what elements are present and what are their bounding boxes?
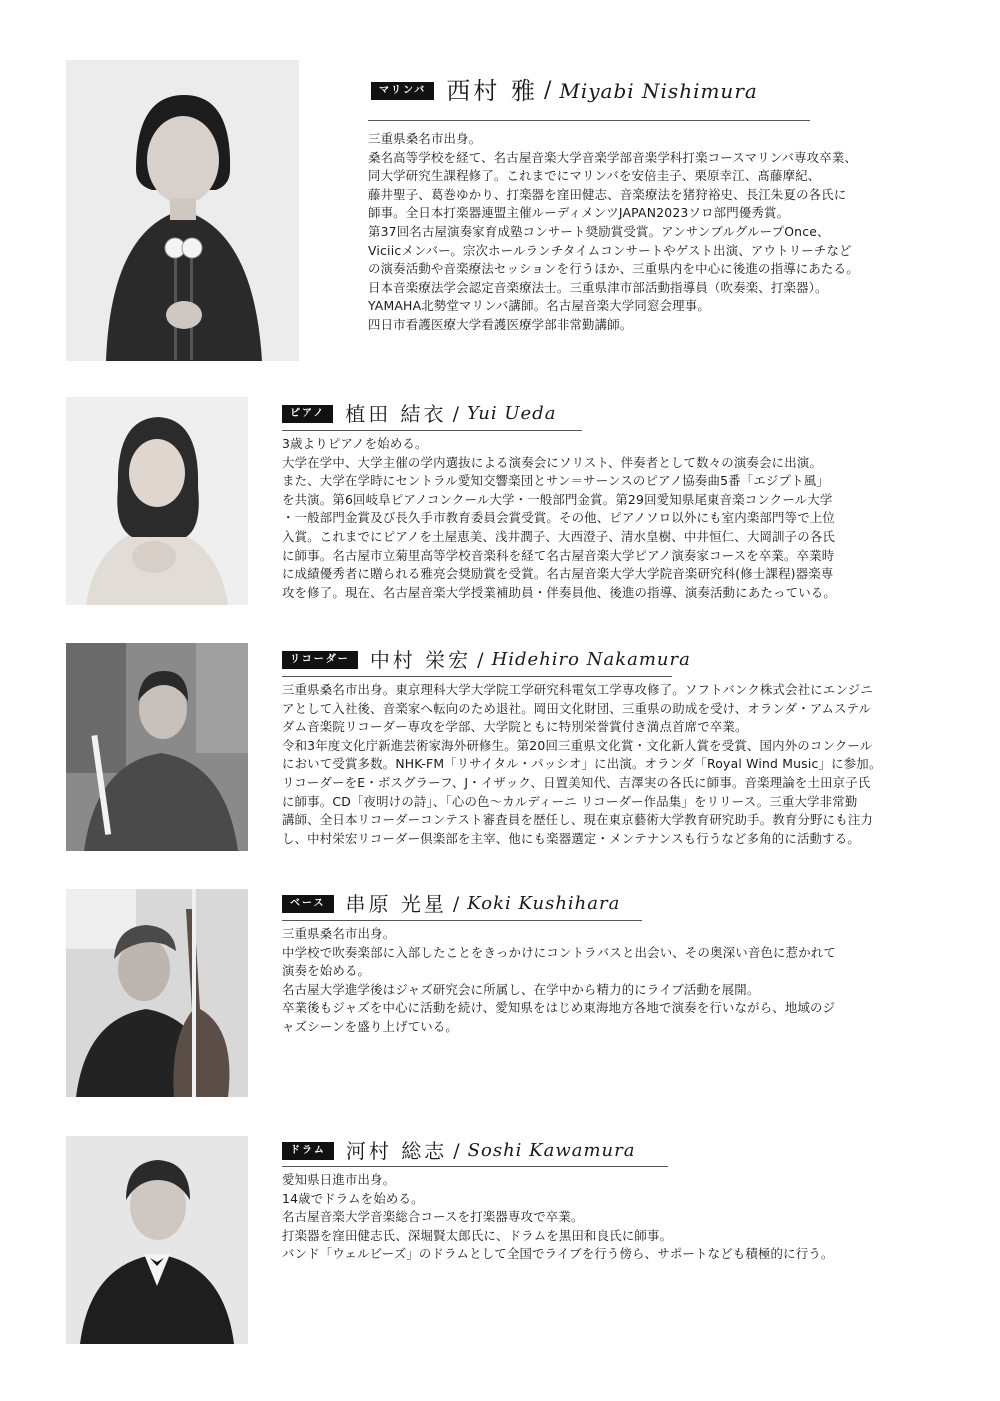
name-japanese: 植田 結衣: [345, 402, 447, 426]
biography: [368, 130, 859, 335]
bio-line: 演奏を始める。: [282, 963, 371, 979]
name-separator: /: [543, 78, 552, 103]
bio-line: Viciicメンバー。宗次ホールランチタイムコンサートやゲスト出演、アウトリーチなど: [368, 242, 852, 258]
bio-line: YAMAHA北勢堂マリンバ講師。名古屋音楽大学同窓会理事。: [368, 298, 710, 314]
bio-line: 三重県桑名市出身。東京理科大学大学院工学研究科電気工学専攻修了。ソフトバンク株式会社にエンジニ: [282, 682, 873, 697]
photo-koki-kushihara: [66, 889, 248, 1097]
instrument-tag: ベース: [282, 895, 334, 913]
name-japanese: 中村 栄宏: [369, 648, 472, 672]
bio-line: 三重県桑名市出身。: [368, 131, 482, 146]
bio-line: 3歳よりピアノを始める。: [282, 436, 428, 451]
instrument-tag: マリンバ: [371, 82, 434, 100]
bio-line: 四日市看護医療大学看護医療学部非常勤講師。: [368, 316, 633, 332]
bio-line: 同大学研究生課程修了。これまでにマリンバを安倍圭子、栗原幸江、髙藤摩紀、: [368, 168, 821, 184]
bio-line: ダム音楽院リコーダー専攻を学部、大学院ともに特別栄誉賞付き満点首席で卒業。: [282, 719, 748, 735]
name-roman: Koki Kushihara: [467, 893, 621, 914]
photo-hidehiro-nakamura: [66, 643, 248, 851]
header-rule: [282, 430, 582, 431]
header-rule: [282, 920, 642, 921]
name-separator: /: [452, 893, 460, 915]
bio-line: 大学在学中、大学主催の学内選抜による演奏会にソリスト、伴奏者として数々の演奏会に出演。: [282, 454, 823, 470]
bio-line: また、大学在学時にセントラル愛知交響楽団とサン＝サーンスのピアノ協奏曲5番「エジプト風」: [282, 473, 829, 489]
bio-line: リコーダーをE・ボスグラーフ、J・イザック、日置美知代、吉澤実の各氏に師事。音楽理論を土田京子氏: [282, 774, 871, 790]
profile-header: [282, 889, 620, 919]
bio-line: 第37回名古屋演奏家育成塾コンサート奨励賞受賞。アンサンブルグループOnce、: [368, 223, 830, 239]
bio-line: 三重県桑名市出身。: [282, 926, 396, 941]
biography: [282, 925, 836, 1037]
bio-line: に師事。CD「夜明けの詩」、「心の色～カルディーニ リコーダー作品集」をリリース。三重大学非常勤: [282, 793, 858, 809]
name-japanese: 河村 総志: [345, 1139, 448, 1163]
bio-line: の演奏活動や音楽療法セッションを行うほか、三重県内を中心に後進の指導にあたる。: [368, 261, 859, 277]
profile-header: [282, 645, 691, 675]
bio-line: 入賞。これまでにピアノを土屋恵美、浅井潤子、大西澄子、清水皇樹、中井恒仁、大岡訓子の各氏: [282, 528, 835, 544]
bio-line: 卒業後もジャズを中心に活動を続け、愛知県をはじめ東海地方各地で演奏を行いながら、地域のジ: [282, 1000, 836, 1016]
bio-line: 桑名高等学校を経て、名古屋音楽大学音楽学部音楽学科打楽コースマリンバ専攻卒業、: [368, 149, 858, 165]
profile-header: [371, 76, 758, 106]
photo-yui-ueda: [66, 397, 248, 605]
instrument-tag: ピアノ: [282, 405, 333, 423]
bio-line: 名古屋音楽大学音楽総合コースを打楽器専攻で卒業。: [282, 1209, 584, 1225]
bio-line: 日本音楽療法学会認定音楽療法士。三重県津市部活動指導員（吹奏楽、打楽器）。: [368, 279, 828, 295]
header-rule: [368, 120, 810, 121]
bio-line: ャズシーンを盛り上げている。: [282, 1018, 459, 1034]
name-separator: /: [453, 1140, 460, 1162]
profile-header: [282, 399, 556, 429]
name-roman: Soshi Kawamura: [467, 1140, 636, 1161]
header-rule: [282, 1166, 668, 1167]
bio-line: 師事。全日本打楽器連盟主催ルーディメンツJAPAN2023ソロ部門優秀賞。: [368, 205, 790, 221]
biography: [282, 681, 881, 848]
bio-line: 名古屋大学進学後はジャズ研究会に所属し、在学中から精力的にライブ活動を展開。: [282, 981, 760, 997]
bio-line: 攻を修了。現在、名古屋音楽大学授業補助員・伴奏員他、後進の指導、演奏活動にあたっている。: [282, 584, 836, 600]
biography: [282, 435, 836, 602]
name-roman: Hidehiro Nakamura: [491, 649, 691, 670]
bio-line: に師事。名古屋市立菊里高等学校音楽科を経て名古屋音楽大学ピアノ演奏家コースを卒業。卒業時: [282, 547, 835, 563]
bio-line: 14歳でドラムを始める。: [282, 1190, 424, 1206]
bio-line: において受賞多数。NHK-FM「リサイタル・パッシオ」に出演。オランダ「Royal Wind Music」に参加。: [282, 756, 882, 772]
name-japanese: 西村 雅: [446, 77, 538, 105]
bio-line: 藤井聖子、葛巻ゆかり、打楽器を窪田健志、音楽療法を猪狩裕史、長江朱夏の各氏に: [368, 186, 847, 202]
bio-line: 講師、全日本リコーダーコンテスト審査員を歴任し、現在東京藝術大学教育研究助手。教育分野にも注力: [282, 812, 874, 828]
name-japanese: 串原 光星: [345, 892, 447, 916]
instrument-tag: リコーダー: [282, 651, 358, 669]
bio-line: し、中村栄宏リコーダー倶楽部を主宰、他にも楽器選定・メンテナンスも行うなど多角的に活動する。: [282, 830, 860, 846]
portrait-man-suit-icon: [66, 1136, 248, 1344]
bio-line: に成績優秀者に贈られる雅亮会奨励賞を受賞。名古屋音楽大学大学院音楽研究科(修士課程)器楽専: [282, 566, 834, 582]
bio-line: ・一般部門金賞及び長久手市教育委員会賞受賞。その他、ピアノソロ以外にも室内楽部門等で上位: [282, 510, 835, 526]
bio-line: 打楽器を窪田健志氏、深堀賢太郎氏に、ドラムを黒田和良氏に師事。: [282, 1227, 673, 1243]
portrait-man-contrabass-icon: [66, 889, 248, 1097]
bio-line: 愛知県日進市出身。: [282, 1172, 396, 1187]
bio-line: 令和3年度文化庁新進芸術家海外研修生。第20回三重県文化賞・文化新人賞を受賞、国内外のコンクール: [282, 737, 873, 753]
profile-header: [282, 1136, 635, 1166]
photo-soshi-kawamura: [66, 1136, 248, 1344]
name-roman: Miyabi Nishimura: [559, 79, 758, 103]
portrait-woman-mallets-icon: [66, 60, 299, 361]
bio-line: 中学校で吹奏楽部に入部したことをきっかけにコントラバスと出会い、その奥深い音色に惹かれて: [282, 944, 836, 960]
biography: [282, 1171, 834, 1264]
instrument-tag: ドラム: [282, 1142, 334, 1160]
name-separator: /: [477, 649, 484, 671]
photo-miyabi-nishimura: [66, 60, 299, 361]
bio-line: バンド「ウェルビーズ」のドラムとして全国でライブを行う傍ら、サポートなども積極的に行う。: [282, 1246, 834, 1262]
name-roman: Yui Ueda: [466, 403, 557, 424]
portrait-woman-smiling-icon: [66, 397, 248, 605]
header-rule: [282, 676, 672, 677]
bio-line: アとして入社後、音楽家へ転向のため退社。岡田文化財団、三重県の助成を受け、オランダ・アムステル: [282, 700, 872, 716]
name-separator: /: [452, 403, 459, 425]
bio-line: を共演。第6回岐阜ピアノコンクール大学・一般部門金賞。第29回愛知県尾東音楽コンクール大学: [282, 491, 833, 507]
portrait-man-recorder-icon: [66, 643, 248, 851]
